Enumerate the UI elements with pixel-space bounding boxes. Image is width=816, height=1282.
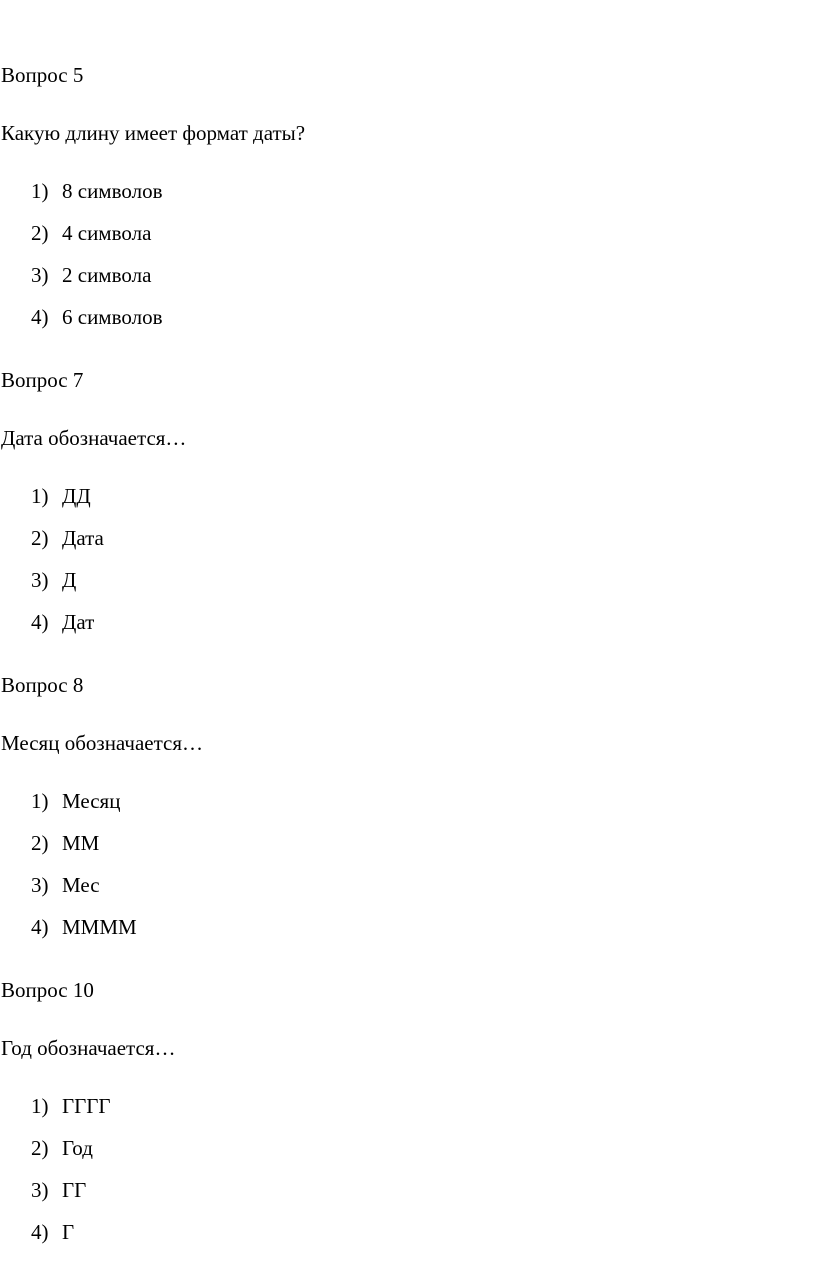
option-label: ДД [62, 484, 91, 508]
option-label: Мес [62, 873, 100, 897]
answer-option [31, 1094, 111, 1118]
option-label: 8 символов [62, 179, 163, 203]
answer-option [31, 873, 100, 897]
option-label: 4 символа [62, 221, 152, 245]
answer-options [0, 484, 816, 664]
option-label: ГГГГ [62, 1094, 111, 1118]
question-title: Вопрос 5 [1, 63, 84, 87]
answer-option [31, 221, 151, 245]
option-number: 2) [31, 831, 49, 855]
answer-option [31, 610, 94, 634]
option-label: Дат [62, 610, 95, 634]
option-number: 3) [31, 1178, 49, 1202]
option-label: Д [62, 568, 77, 592]
answer-option [31, 526, 104, 550]
option-label: Месяц [62, 789, 121, 813]
answer-option [31, 1178, 86, 1202]
question-title: Вопрос 7 [1, 368, 84, 392]
option-number: 4) [31, 305, 49, 329]
question-text: Месяц обозначается… [1, 731, 204, 755]
question-text: Какую длину имеет формат даты? [1, 121, 306, 145]
question-text: Год обозначается… [1, 1036, 176, 1060]
question-text: Дата обозначается… [1, 426, 187, 450]
answer-option [31, 1136, 93, 1160]
answer-options [0, 1094, 816, 1274]
answer-option [31, 915, 137, 939]
answer-options [0, 789, 816, 969]
answer-option [31, 263, 151, 287]
option-number: 4) [31, 1220, 49, 1244]
answer-option [31, 305, 163, 329]
option-number: 1) [31, 789, 49, 813]
answer-option [31, 831, 99, 855]
option-number: 2) [31, 526, 49, 550]
option-number: 2) [31, 1136, 49, 1160]
answer-option [31, 789, 120, 813]
option-number: 3) [31, 873, 49, 897]
option-number: 4) [31, 610, 49, 634]
option-number: 1) [31, 1094, 49, 1118]
answer-option [31, 484, 91, 508]
answer-option [31, 179, 163, 203]
option-number: 1) [31, 484, 49, 508]
answer-option [31, 1220, 74, 1244]
option-label: Г [62, 1220, 75, 1244]
option-number: 2) [31, 221, 49, 245]
option-label: ММММ [62, 915, 137, 939]
option-label: Дата [62, 526, 104, 550]
question-title: Вопрос 8 [1, 673, 84, 697]
option-label: Год [62, 1136, 93, 1160]
answer-option [31, 568, 76, 592]
option-label: ГГ [62, 1178, 87, 1202]
option-number: 4) [31, 915, 49, 939]
option-label: 6 символов [62, 305, 163, 329]
option-number: 3) [31, 263, 49, 287]
option-number: 1) [31, 179, 49, 203]
option-number: 3) [31, 568, 49, 592]
option-label: 2 символа [62, 263, 152, 287]
answer-options [0, 179, 816, 359]
question-title: Вопрос 10 [1, 978, 94, 1002]
option-label: ММ [62, 831, 100, 855]
